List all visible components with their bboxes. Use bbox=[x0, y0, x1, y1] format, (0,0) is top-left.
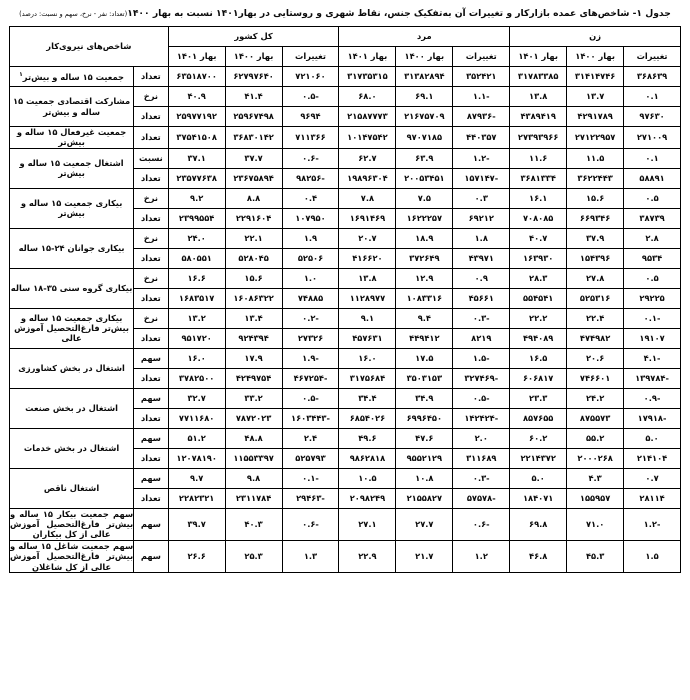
cell-whole-spring1400: ۱۷.۹ bbox=[225, 348, 282, 368]
cell-female-spring1400: ۱۵۴۳۹۶ bbox=[567, 248, 624, 268]
cell-whole-spring1401: ۱۶۸۳۵۱۷ bbox=[168, 288, 225, 308]
cell-female-change: ۲۷۱۰۰۹ bbox=[624, 127, 681, 149]
table-row bbox=[10, 348, 681, 368]
cell-male-spring1400: ۹۵۵۲۱۲۹ bbox=[396, 448, 453, 468]
cell-male-spring1400: ۲۰۰۵۳۴۵۱ bbox=[396, 168, 453, 188]
row-label: بیکاری گروه سنی ۳۵-۱۸ ساله bbox=[10, 268, 134, 308]
cell-female-spring1401: ۱۶۳۹۳۰ bbox=[510, 248, 567, 268]
cell-male-change: -۱.۵ bbox=[453, 348, 510, 368]
row-label: مشارکت اقتصادی جمعیت ۱۵ ساله و بیش‌تر bbox=[10, 87, 134, 127]
subheader-male-change: تغییرات bbox=[453, 47, 510, 67]
cell-male-change: -۰.۵ bbox=[453, 388, 510, 408]
subheader-female-change: تغییرات bbox=[624, 47, 681, 67]
cell-male-change: ۰.۹ bbox=[453, 268, 510, 288]
cell-male-change: ۸۲۱۹ bbox=[453, 328, 510, 348]
cell-male-change: ۶۹۲۱۲ bbox=[453, 208, 510, 228]
cell-female-spring1400: ۱۵۵۹۵۷ bbox=[567, 488, 624, 508]
cell-female-change: ۰.۵ bbox=[624, 268, 681, 288]
cell-unit: نرخ bbox=[134, 268, 169, 288]
cell-female-spring1400: ۵۵.۲ bbox=[567, 428, 624, 448]
cell-female-spring1400: ۴۲۹۱۷۸۹ bbox=[567, 107, 624, 127]
cell-male-change: -۱.۱ bbox=[453, 87, 510, 107]
table-row bbox=[10, 468, 681, 488]
cell-whole-change: ۰.۴ bbox=[282, 188, 339, 208]
cell-male-spring1400: ۱۰۸۳۳۱۶ bbox=[396, 288, 453, 308]
cell-female-spring1400: ۲۲.۴ bbox=[567, 308, 624, 328]
cell-female-spring1401: ۵۵۴۵۴۱ bbox=[510, 288, 567, 308]
cell-male-change: ۰.۳ bbox=[453, 188, 510, 208]
subheader-male-spring1400: بهار ۱۴۰۰ bbox=[396, 47, 453, 67]
subheader-whole-spring1401: بهار ۱۴۰۱ bbox=[168, 47, 225, 67]
row-label: بیکاری جوانان ۲۴-۱۵ ساله bbox=[10, 228, 134, 268]
table-head bbox=[10, 27, 681, 67]
cell-unit: تعداد bbox=[134, 67, 169, 87]
row-label: بیکاری جمعیت ۱۵ ساله و بیش‌تر bbox=[10, 188, 134, 228]
cell-female-spring1401: ۲۸.۳ bbox=[510, 268, 567, 288]
cell-male-spring1401: ۹۸۶۲۸۱۸ bbox=[339, 448, 396, 468]
cell-whole-spring1400: ۲۵.۳ bbox=[225, 540, 282, 572]
cell-whole-change: ۷۱۱۳۶۶ bbox=[282, 127, 339, 149]
cell-male-spring1400: ۱۶۲۲۲۵۷ bbox=[396, 208, 453, 228]
cell-unit: نرخ bbox=[134, 188, 169, 208]
cell-whole-spring1400: ۴۰.۳ bbox=[225, 508, 282, 540]
cell-female-spring1401: ۲۳.۳ bbox=[510, 388, 567, 408]
cell-male-spring1401: ۱۰.۵ bbox=[339, 468, 396, 488]
cell-female-spring1401: ۱۶.۵ bbox=[510, 348, 567, 368]
table-body bbox=[10, 67, 681, 573]
cell-female-change: -۱.۲ bbox=[624, 508, 681, 540]
row-label: اشتغال در بخش کشاورزی bbox=[10, 348, 134, 388]
cell-whole-spring1401: ۹.۲ bbox=[168, 188, 225, 208]
cell-male-change: -۳۲۷۴۶۹ bbox=[453, 368, 510, 388]
cell-female-spring1400: ۳۱۴۱۴۷۴۶ bbox=[567, 67, 624, 87]
cell-male-spring1400: ۱۲.۹ bbox=[396, 268, 453, 288]
cell-unit: سهم bbox=[134, 428, 169, 448]
cell-female-change: ۳۸۷۳۹ bbox=[624, 208, 681, 228]
cell-unit: تعداد bbox=[134, 328, 169, 348]
cell-male-spring1401: ۲۲.۹ bbox=[339, 540, 396, 572]
cell-whole-change: ۱.۰ bbox=[282, 268, 339, 288]
cell-female-change: ۹۷۶۳۰ bbox=[624, 107, 681, 127]
table-row bbox=[10, 127, 681, 149]
cell-female-change: ۲۹۲۲۵ bbox=[624, 288, 681, 308]
cell-male-spring1401: ۱۳.۸ bbox=[339, 268, 396, 288]
cell-whole-spring1401: ۳۷۵۴۱۵۰۸ bbox=[168, 127, 225, 149]
cell-female-change: -۰.۱ bbox=[624, 308, 681, 328]
row-label: جمعیت ۱۵ ساله و بیش‌تر$^۱$ bbox=[10, 67, 134, 87]
subheader-whole-spring1400: بهار ۱۴۰۰ bbox=[225, 47, 282, 67]
cell-whole-change: ۱۰۷۹۵۰ bbox=[282, 208, 339, 228]
row-label: اشتغال ناقص bbox=[10, 468, 134, 508]
cell-male-change: -۱۴۲۴۲۴ bbox=[453, 408, 510, 428]
cell-whole-change: ۱.۳ bbox=[282, 540, 339, 572]
cell-male-spring1400: ۱۷.۵ bbox=[396, 348, 453, 368]
cell-male-change: ۴۵۶۶۱ bbox=[453, 288, 510, 308]
cell-female-spring1400: ۲۷.۸ bbox=[567, 268, 624, 288]
cell-whole-spring1401: ۲۳۹۹۵۵۴ bbox=[168, 208, 225, 228]
cell-female-spring1400: ۳۷.۹ bbox=[567, 228, 624, 248]
cell-whole-spring1401: ۲۶.۶ bbox=[168, 540, 225, 572]
cell-female-spring1401: ۲۷۳۹۳۹۶۶ bbox=[510, 127, 567, 149]
row-label: سهم جمعیت بیکار ۱۵ ساله و بیش‌تر فارغ‌التحصیل آموزش عالی از کل بیکاران bbox=[10, 508, 134, 540]
cell-male-spring1401: ۴۵۷۶۳۱ bbox=[339, 328, 396, 348]
row-label: اشتغال در بخش خدمات bbox=[10, 428, 134, 468]
cell-whole-spring1400: ۶۲۷۹۷۶۴۰ bbox=[225, 67, 282, 87]
cell-whole-change: -۰.۱ bbox=[282, 468, 339, 488]
cell-female-spring1400: ۴.۳ bbox=[567, 468, 624, 488]
cell-female-spring1401: ۶۹.۸ bbox=[510, 508, 567, 540]
cell-whole-spring1401: ۳۹.۷ bbox=[168, 508, 225, 540]
labour-force-indicators-table bbox=[9, 26, 681, 573]
cell-female-spring1401: ۲۲.۲ bbox=[510, 308, 567, 328]
table-row bbox=[10, 268, 681, 288]
cell-female-spring1400: ۷۴۶۶۰۱ bbox=[567, 368, 624, 388]
cell-female-spring1400: ۸۷۵۵۷۳ bbox=[567, 408, 624, 428]
cell-female-spring1401: ۱۳.۸ bbox=[510, 87, 567, 107]
cell-male-spring1401: ۱۶.۰ bbox=[339, 348, 396, 368]
cell-male-spring1401: ۳۱۷۵۶۸۴ bbox=[339, 368, 396, 388]
cell-male-spring1401: ۳۴.۴ bbox=[339, 388, 396, 408]
table-caption-text: جدول ۱- شاخص‌های عمده بازارکار و تغییرات آن به‌تفکیک جنس، نقاط شهری و روستایی در بهار۱۴۰۱ نسبت به بهار ۱۴۰۰ bbox=[127, 7, 671, 19]
cell-female-change: ۱۹۱۰۷ bbox=[624, 328, 681, 348]
cell-whole-spring1400: ۱۱۵۵۳۳۹۷ bbox=[225, 448, 282, 468]
cell-female-spring1400: ۵۲۵۳۱۶ bbox=[567, 288, 624, 308]
cell-whole-spring1400: ۵۲۸۰۴۵ bbox=[225, 248, 282, 268]
cell-female-change: ۲۱۴۱۰۴ bbox=[624, 448, 681, 468]
cell-male-spring1401: ۱۱۲۸۹۷۷ bbox=[339, 288, 396, 308]
cell-male-spring1401: ۲۰۹۸۲۴۹ bbox=[339, 488, 396, 508]
cell-whole-spring1400: ۷۸۷۲۰۲۳ bbox=[225, 408, 282, 428]
cell-whole-change: -۰.۶ bbox=[282, 508, 339, 540]
cell-unit: سهم bbox=[134, 540, 169, 572]
cell-male-spring1400: ۱۰.۸ bbox=[396, 468, 453, 488]
cell-female-spring1401: ۶۰۶۸۱۷ bbox=[510, 368, 567, 388]
cell-whole-change: ۵۲۵۰۶ bbox=[282, 248, 339, 268]
cell-female-spring1401: ۱۶.۱ bbox=[510, 188, 567, 208]
cell-whole-spring1400: ۱۶۰۸۶۳۲۲ bbox=[225, 288, 282, 308]
table-row bbox=[10, 87, 681, 107]
cell-female-change: ۳۶۸۶۳۹ bbox=[624, 67, 681, 87]
cell-unit: سهم bbox=[134, 348, 169, 368]
cell-whole-change: -۰.۵ bbox=[282, 87, 339, 107]
cell-whole-change: -۴۶۷۲۵۴ bbox=[282, 368, 339, 388]
cell-whole-spring1400: ۲۵۹۶۷۴۹۸ bbox=[225, 107, 282, 127]
cell-whole-spring1401: ۹.۷ bbox=[168, 468, 225, 488]
cell-unit: نرخ bbox=[134, 308, 169, 328]
cell-male-spring1401: ۳۱۷۳۵۳۱۵ bbox=[339, 67, 396, 87]
cell-unit: نسبت bbox=[134, 148, 169, 168]
table-caption bbox=[19, 8, 671, 19]
cell-female-spring1401: ۴۹۴۰۸۹ bbox=[510, 328, 567, 348]
table-row bbox=[10, 188, 681, 208]
cell-male-spring1401: ۶۸.۰ bbox=[339, 87, 396, 107]
cell-male-spring1400: ۴۴۹۴۱۲ bbox=[396, 328, 453, 348]
cell-male-spring1400: ۷.۵ bbox=[396, 188, 453, 208]
row-label: اشتغال جمعیت ۱۵ ساله و بیش‌تر bbox=[10, 148, 134, 188]
cell-male-change: ۳۱۱۶۸۹ bbox=[453, 448, 510, 468]
cell-whole-spring1400: ۴۱.۴ bbox=[225, 87, 282, 107]
cell-unit: تعداد bbox=[134, 368, 169, 388]
cell-whole-spring1400: ۴۲۴۹۷۵۴ bbox=[225, 368, 282, 388]
cell-female-spring1400: ۲۷۱۲۲۹۵۷ bbox=[567, 127, 624, 149]
cell-whole-change: -۱.۹ bbox=[282, 348, 339, 368]
cell-whole-spring1401: ۱۳.۲ bbox=[168, 308, 225, 328]
cell-whole-spring1400: ۳۷.۷ bbox=[225, 148, 282, 168]
cell-male-spring1401: ۱۹۸۹۶۳۰۴ bbox=[339, 168, 396, 188]
cell-male-change: -۱۵۷۱۴۷ bbox=[453, 168, 510, 188]
cell-male-spring1401: ۴۹.۶ bbox=[339, 428, 396, 448]
cell-whole-spring1401: ۲۴.۰ bbox=[168, 228, 225, 248]
cell-female-spring1400: ۱۱.۵ bbox=[567, 148, 624, 168]
cell-female-change: ۰.۱ bbox=[624, 87, 681, 107]
cell-whole-spring1401: ۷۷۱۱۶۸۰ bbox=[168, 408, 225, 428]
group-header-whole-country: کل کشور bbox=[168, 27, 339, 47]
cell-female-change: ۲۸۱۱۴ bbox=[624, 488, 681, 508]
cell-female-spring1401: ۴۶.۸ bbox=[510, 540, 567, 572]
cell-female-change: ۹۵۳۴ bbox=[624, 248, 681, 268]
footnote-marker: ۱ bbox=[19, 70, 23, 78]
cell-male-spring1401: ۶۸۵۴۰۲۶ bbox=[339, 408, 396, 428]
cell-male-spring1400: ۳۵۰۳۱۵۳ bbox=[396, 368, 453, 388]
cell-male-spring1401: ۷.۸ bbox=[339, 188, 396, 208]
cell-female-spring1400: ۷۱.۰ bbox=[567, 508, 624, 540]
cell-whole-spring1400: ۳۶۸۳۰۱۴۲ bbox=[225, 127, 282, 149]
cell-unit: تعداد bbox=[134, 168, 169, 188]
cell-male-spring1400: ۲۱۶۷۵۷۰۹ bbox=[396, 107, 453, 127]
cell-whole-change: -۰.۵ bbox=[282, 388, 339, 408]
cell-male-spring1400: ۴۷.۶ bbox=[396, 428, 453, 448]
cell-whole-change: ۲۷۳۲۶ bbox=[282, 328, 339, 348]
cell-whole-change: -۱۶۰۳۴۴۳ bbox=[282, 408, 339, 428]
cell-unit: تعداد bbox=[134, 107, 169, 127]
cell-male-spring1400: ۲۱۵۵۸۲۷ bbox=[396, 488, 453, 508]
cell-whole-change: ۷۲۱۰۶۰ bbox=[282, 67, 339, 87]
row-label: سهم جمعیت شاغل ۱۵ ساله و بیش‌تر فارغ‌التحصیل آموزش عالی از کل شاغلان bbox=[10, 540, 134, 572]
cell-female-change: ۱.۵ bbox=[624, 540, 681, 572]
cell-whole-spring1400: ۲۲.۱ bbox=[225, 228, 282, 248]
cell-unit: تعداد bbox=[134, 288, 169, 308]
cell-male-spring1400: ۳۱۳۸۲۸۹۴ bbox=[396, 67, 453, 87]
group-header-male: مرد bbox=[339, 27, 510, 47]
cell-female-change: ۰.۷ bbox=[624, 468, 681, 488]
cell-female-spring1400: ۱۵.۶ bbox=[567, 188, 624, 208]
cell-female-change: -۱۳۹۷۸۴ bbox=[624, 368, 681, 388]
cell-female-spring1400: ۱۳.۷ bbox=[567, 87, 624, 107]
cell-whole-spring1400: ۳۳.۲ bbox=[225, 388, 282, 408]
cell-female-spring1400: ۳۶۲۲۴۴۳ bbox=[567, 168, 624, 188]
row-label: بیکاری جمعیت ۱۵ ساله و بیش‌تر فارغ‌التحصیل آموزش عالی bbox=[10, 308, 134, 348]
cell-whole-spring1400: ۲۲۹۱۶۰۴ bbox=[225, 208, 282, 228]
table-row bbox=[10, 148, 681, 168]
cell-female-spring1401: ۶۰.۲ bbox=[510, 428, 567, 448]
table-row bbox=[10, 388, 681, 408]
cell-female-spring1400: ۴۵.۳ bbox=[567, 540, 624, 572]
cell-male-spring1400: ۳۴.۹ bbox=[396, 388, 453, 408]
cell-male-spring1400: ۲۷.۷ bbox=[396, 508, 453, 540]
cell-whole-spring1401: ۲۵۹۷۷۱۹۲ bbox=[168, 107, 225, 127]
cell-unit: سهم bbox=[134, 388, 169, 408]
cell-unit: تعداد bbox=[134, 127, 169, 149]
cell-female-spring1401: ۸۵۷۶۵۵ bbox=[510, 408, 567, 428]
cell-female-spring1401: ۱۸۴۰۷۱ bbox=[510, 488, 567, 508]
cell-whole-spring1401: ۳۷۸۲۵۰۰ bbox=[168, 368, 225, 388]
cell-male-change: ۱.۲ bbox=[453, 540, 510, 572]
cell-female-spring1401: ۴۳۸۹۴۱۹ bbox=[510, 107, 567, 127]
cell-female-spring1400: ۲۰۰۰۲۶۸ bbox=[567, 448, 624, 468]
cell-female-spring1401: ۱۱.۶ bbox=[510, 148, 567, 168]
cell-male-change: -۱.۲ bbox=[453, 148, 510, 168]
cell-whole-spring1401: ۱۲۰۷۸۱۹۰ bbox=[168, 448, 225, 468]
header-group-row bbox=[10, 27, 681, 47]
cell-male-spring1400: ۶۳.۹ bbox=[396, 148, 453, 168]
cell-female-spring1400: ۲۰.۶ bbox=[567, 348, 624, 368]
cell-female-change: -۴.۱ bbox=[624, 348, 681, 368]
cell-whole-change: ۵۲۵۷۹۳ bbox=[282, 448, 339, 468]
cell-whole-change: -۲۹۴۶۳ bbox=[282, 488, 339, 508]
cell-male-spring1400: ۶۹.۱ bbox=[396, 87, 453, 107]
cell-whole-change: -۰.۲ bbox=[282, 308, 339, 328]
table-row bbox=[10, 428, 681, 448]
cell-female-change: ۵۸۸۹۱ bbox=[624, 168, 681, 188]
subheader-female-spring1400: بهار ۱۴۰۰ bbox=[567, 47, 624, 67]
cell-whole-change: ۹۶۹۴ bbox=[282, 107, 339, 127]
cell-male-spring1401: ۱۶۹۱۴۶۹ bbox=[339, 208, 396, 228]
cell-female-spring1400: ۶۶۹۳۴۶ bbox=[567, 208, 624, 228]
cell-whole-spring1400: ۱۳.۴ bbox=[225, 308, 282, 328]
cell-female-spring1401: ۳۱۷۸۳۳۸۵ bbox=[510, 67, 567, 87]
cell-whole-spring1401: ۱۶.۶ bbox=[168, 268, 225, 288]
cell-male-spring1400: ۶۹۹۶۴۵۰ bbox=[396, 408, 453, 428]
cell-female-change: ۵.۰ bbox=[624, 428, 681, 448]
cell-male-spring1400: ۱۸.۹ bbox=[396, 228, 453, 248]
cell-whole-spring1401: ۹۵۱۷۲۰ bbox=[168, 328, 225, 348]
subheader-whole-change: تغییرات bbox=[282, 47, 339, 67]
cell-male-spring1401: ۴۱۶۶۲۰ bbox=[339, 248, 396, 268]
table-row bbox=[10, 308, 681, 328]
table-row bbox=[10, 508, 681, 540]
cell-male-change: ۴۳۹۷۱ bbox=[453, 248, 510, 268]
cell-female-spring1401: ۳۶۸۱۳۳۴ bbox=[510, 168, 567, 188]
cell-male-change: ۱.۸ bbox=[453, 228, 510, 248]
table-caption-row bbox=[0, 0, 690, 26]
table-row bbox=[10, 67, 681, 87]
cell-female-change: ۰.۵ bbox=[624, 188, 681, 208]
cell-unit: تعداد bbox=[134, 208, 169, 228]
cell-whole-spring1401: ۶۳۵۱۸۷۰۰ bbox=[168, 67, 225, 87]
cell-whole-spring1401: ۲۲۸۲۳۲۱ bbox=[168, 488, 225, 508]
cell-whole-change: -۰.۶ bbox=[282, 148, 339, 168]
cell-unit: سهم bbox=[134, 468, 169, 488]
row-label: جمعیت غیرفعال ۱۵ ساله و بیش‌تر bbox=[10, 127, 134, 149]
cell-whole-change: ۷۴۸۸۵ bbox=[282, 288, 339, 308]
cell-whole-spring1401: ۵۸۰۵۵۱ bbox=[168, 248, 225, 268]
cell-male-spring1400: ۳۷۲۶۴۹ bbox=[396, 248, 453, 268]
row-label: اشتغال در بخش صنعت bbox=[10, 388, 134, 428]
cell-male-change: ۳۵۲۴۲۱ bbox=[453, 67, 510, 87]
cell-whole-change: -۹۸۲۵۶ bbox=[282, 168, 339, 188]
cell-male-spring1401: ۶۲.۷ bbox=[339, 148, 396, 168]
cell-unit: نرخ bbox=[134, 87, 169, 107]
cell-unit: نرخ bbox=[134, 228, 169, 248]
cell-whole-change: ۱.۹ bbox=[282, 228, 339, 248]
table-row bbox=[10, 540, 681, 572]
subheader-female-spring1401: بهار ۱۴۰۱ bbox=[510, 47, 567, 67]
cell-male-change: -۰.۶ bbox=[453, 508, 510, 540]
cell-female-change: -۰.۹ bbox=[624, 388, 681, 408]
cell-whole-spring1401: ۴۰.۹ bbox=[168, 87, 225, 107]
cell-whole-spring1400: ۲۳۱۱۷۸۴ bbox=[225, 488, 282, 508]
cell-male-spring1401: ۲۱۵۸۷۷۷۳ bbox=[339, 107, 396, 127]
cell-whole-spring1401: ۵۱.۲ bbox=[168, 428, 225, 448]
cell-female-spring1401: ۴۰.۷ bbox=[510, 228, 567, 248]
cell-female-spring1401: ۵.۰ bbox=[510, 468, 567, 488]
cell-whole-spring1400: ۴۸.۸ bbox=[225, 428, 282, 448]
table-caption-unit: (تعداد: نفر - نرخ، سهم و نسبت: درصد) bbox=[19, 9, 128, 18]
cell-male-spring1401: ۲۷.۱ bbox=[339, 508, 396, 540]
cell-male-change: -۰.۳ bbox=[453, 468, 510, 488]
cell-male-spring1400: ۲۱.۷ bbox=[396, 540, 453, 572]
cell-unit: تعداد bbox=[134, 448, 169, 468]
cell-whole-spring1400: ۱۵.۶ bbox=[225, 268, 282, 288]
cell-whole-change: ۲.۴ bbox=[282, 428, 339, 448]
subheader-male-spring1401: بهار ۱۴۰۱ bbox=[339, 47, 396, 67]
cell-whole-spring1401: ۳۷.۱ bbox=[168, 148, 225, 168]
cell-male-spring1401: ۹.۱ bbox=[339, 308, 396, 328]
cell-female-change: -۱۷۹۱۸ bbox=[624, 408, 681, 428]
cell-male-change: -۵۷۵۷۸ bbox=[453, 488, 510, 508]
cell-male-change: ۴۴۰۳۵۷ bbox=[453, 127, 510, 149]
cell-unit: تعداد bbox=[134, 408, 169, 428]
cell-female-change: ۲.۸ bbox=[624, 228, 681, 248]
table-row bbox=[10, 228, 681, 248]
cell-unit: سهم bbox=[134, 508, 169, 540]
cell-female-spring1401: ۲۲۱۴۳۷۲ bbox=[510, 448, 567, 468]
cell-unit: تعداد bbox=[134, 248, 169, 268]
cell-female-spring1401: ۷۰۸۰۸۵ bbox=[510, 208, 567, 228]
cell-female-spring1400: ۴۷۴۹۸۲ bbox=[567, 328, 624, 348]
cell-whole-spring1401: ۳۲.۷ bbox=[168, 388, 225, 408]
cell-male-spring1401: ۲۰.۷ bbox=[339, 228, 396, 248]
cell-female-spring1400: ۲۴.۲ bbox=[567, 388, 624, 408]
cell-male-change: -۰.۳ bbox=[453, 308, 510, 328]
cell-male-spring1400: ۹.۴ bbox=[396, 308, 453, 328]
cell-male-spring1401: ۱۰۱۴۷۵۴۲ bbox=[339, 127, 396, 149]
cell-female-change: ۰.۱ bbox=[624, 148, 681, 168]
cell-male-spring1400: ۹۷۰۷۱۸۵ bbox=[396, 127, 453, 149]
index-column-header: شاخص‌های نیروی‌کار bbox=[10, 27, 169, 67]
cell-male-change: ۲.۰ bbox=[453, 428, 510, 448]
group-header-female: زن bbox=[510, 27, 681, 47]
cell-whole-spring1400: ۹۲۴۳۹۴ bbox=[225, 328, 282, 348]
cell-whole-spring1400: ۹.۸ bbox=[225, 468, 282, 488]
cell-male-change: -۸۷۹۳۶ bbox=[453, 107, 510, 127]
cell-whole-spring1401: ۲۳۵۷۷۶۳۸ bbox=[168, 168, 225, 188]
cell-whole-spring1400: ۲۳۶۷۵۸۹۴ bbox=[225, 168, 282, 188]
cell-whole-spring1401: ۱۶.۰ bbox=[168, 348, 225, 368]
cell-unit: تعداد bbox=[134, 488, 169, 508]
cell-whole-spring1400: ۸.۸ bbox=[225, 188, 282, 208]
